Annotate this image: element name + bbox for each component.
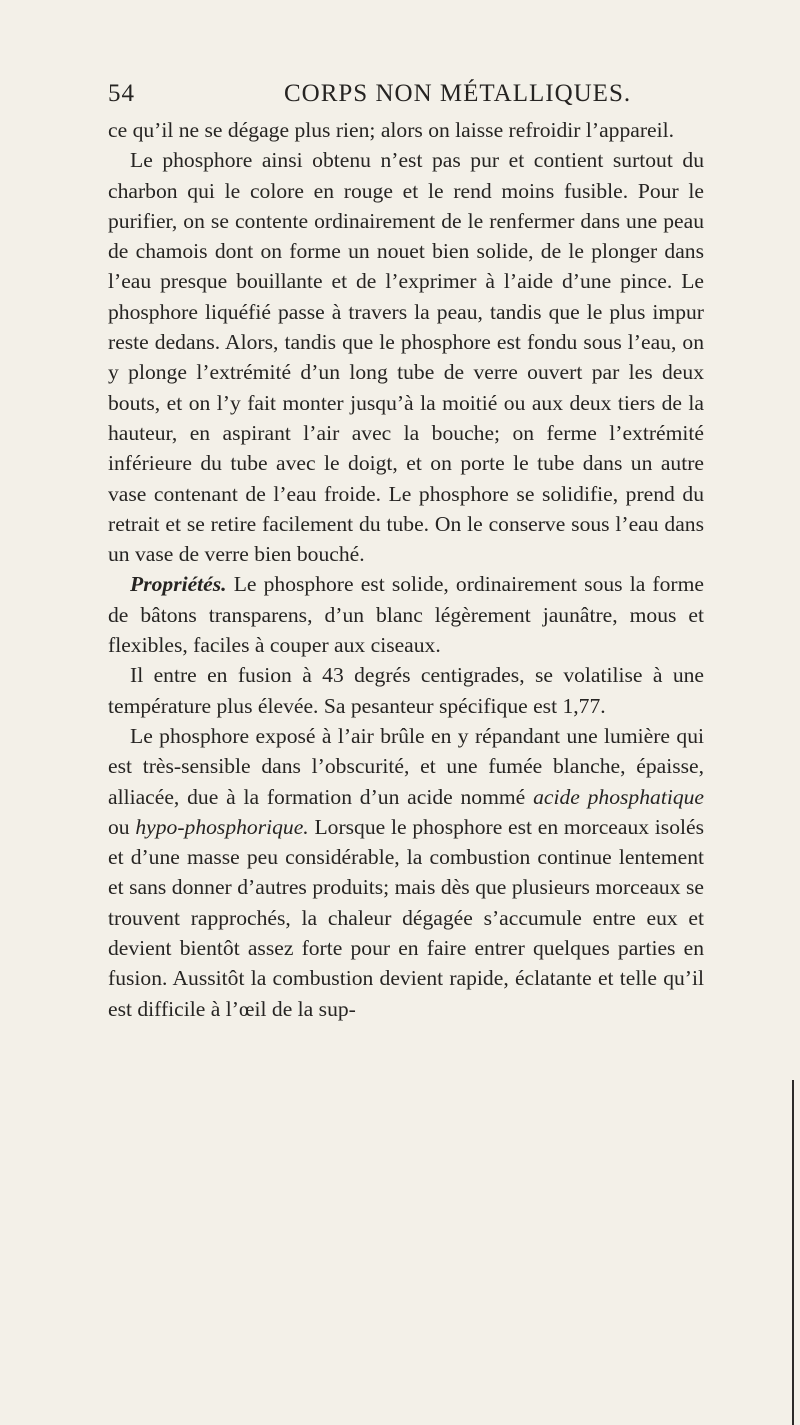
page-header [108, 80, 688, 112]
term-hypo-phosphorique: hypo-phosphorique. [135, 814, 309, 839]
paragraph-combustion [108, 721, 704, 1024]
properties-text: Le phosphore est solide, ordinairement sous la forme de bâtons transparens, d’un blanc légèrement jaunâtre, mous et flexibles, faciles à couper aux ciseaux. [108, 572, 704, 658]
page-number: 54 [108, 80, 135, 107]
paragraph-purification: Le phosphore ainsi obtenu n’est pas pur et contient surtout du charbon qui le colore en rouge et le rend moins fusible. Pour le purifier, on se contente ordinairement de le renfermer dans une peau de chamois dont on forme un nouet bien solide, de le plonger dans l’eau presque bouillante et de l’exprimer à l’aide d’une pince. Le phosphore liquéfié passe à travers la peau, tandis que le plus impur reste dedans. Alors, tandis que le phosphore est fondu sous l’eau, on y plonge l’extrémité d’un long tube de verre ouvert par les deux bouts, et on l’y fait monter jusqu’à la moitié ou aux deux tiers de la hauteur, en aspirant l’air avec la bouche; on ferme l’extrémité inférieure du tube avec le doigt, et on porte le tube dans un autre vase contenant de l’eau froide. Le phosphore se solidifie, prend du retrait et se retire facilement du tube. On le conserve sous l’eau dans un vase de verre bien bouché. [108, 148, 704, 567]
running-title: CORPS NON MÉTALLIQUES. [284, 80, 632, 107]
combustion-text-b: Lorsque le phosphore est en morceaux isolés et d’une masse peu considérable, la combustion continue lentement et sans donner d’autres produits; mais dès que plusieurs morceaux se trouvent rapprochés, la chaleur dégagée s’accumule entre eux et devient bientôt assez forte pour en faire entrer quelques parties en fusion. Aussitôt la combustion devient rapide, éclatante et telle qu’il est difficile à l’œil de la sup- [108, 814, 704, 1021]
combustion-or: ou [108, 814, 130, 839]
section-label-proprietes: Propriétés. [130, 572, 227, 597]
combustion-text-a: Le phosphore exposé à l’air brûle en y répandant une lumière qui est très-sensible dans l’obscurité, et une fumée blanche, épaisse, alliacée, due à la formation d’un acide nommé [108, 723, 704, 809]
paragraph-properties [108, 569, 704, 660]
paragraph-fusion: Il entre en fusion à 43 degrés centigrades, se volatilise à une température plus élevée. Sa pesanteur spécifique est 1,77. [108, 663, 704, 718]
page-body [108, 115, 704, 1024]
paragraph-continuation: ce qu’il ne se dégage plus rien; alors on laisse refroidir l’appareil. [108, 118, 675, 142]
term-acide-phosphatique: acide phosphatique [533, 784, 704, 809]
page-edge-shadow [792, 1080, 794, 1425]
